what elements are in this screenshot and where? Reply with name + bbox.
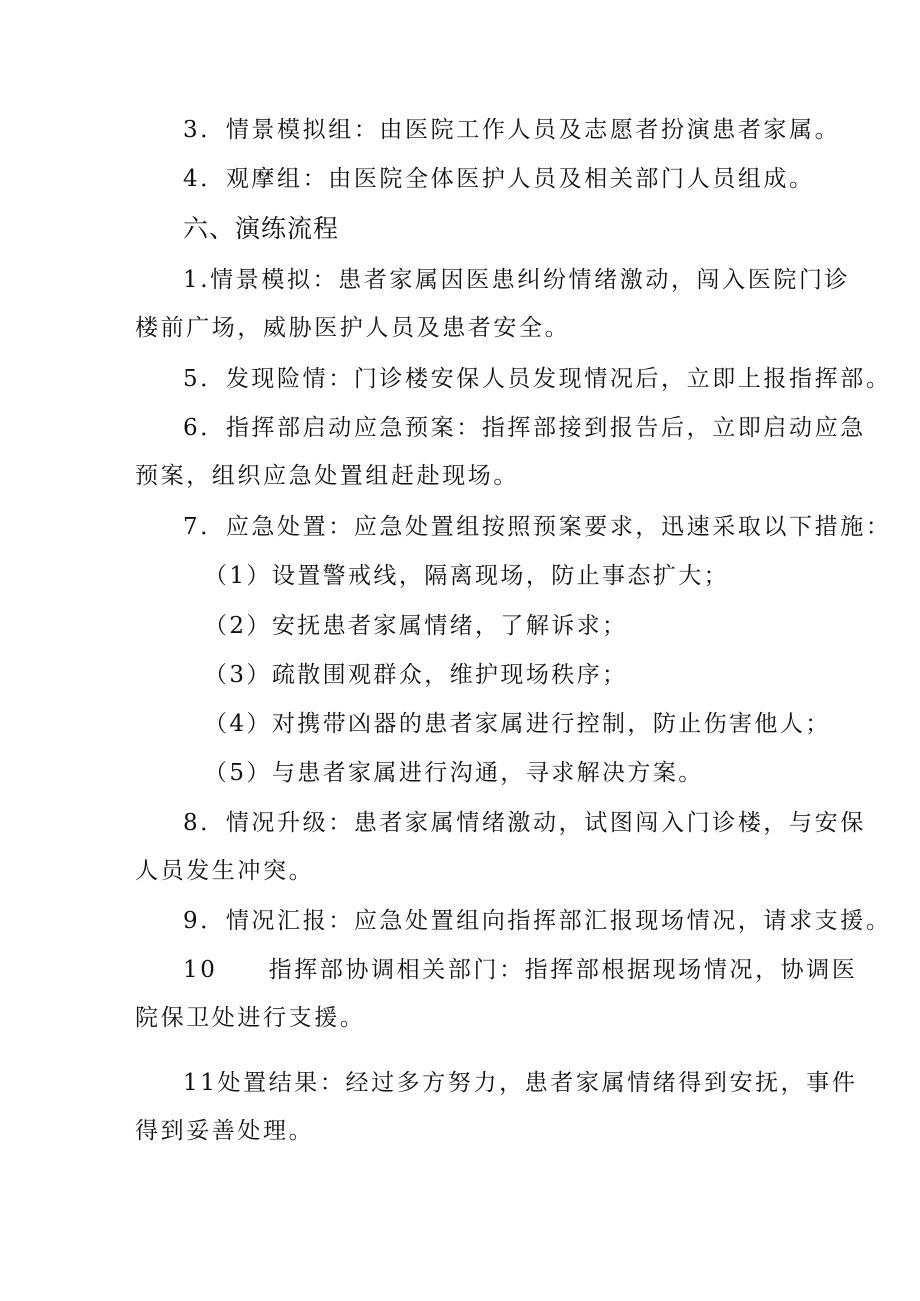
step-8-line-2: 人员发生冲突。 <box>135 858 315 884</box>
step-8-line-1: 8．情况升级：患者家属情绪激动，试图闯入门诊楼，与安保 <box>183 810 866 836</box>
measure-5: （5）与患者家属进行沟通，寻求解决方案。 <box>204 760 704 786</box>
step-1-line-2: 楼前广场，威胁医护人员及患者安全。 <box>135 315 571 341</box>
item-3-scenario-group: 3．情景模拟组：由医院工作人员及志愿者扮演患者家属。 <box>183 117 841 143</box>
step-11-line-2: 得到妥善处理。 <box>135 1118 315 1144</box>
step-6-line-2: 预案，组织应急处置组赶赴现场。 <box>135 463 519 489</box>
step-11-line-1: 11处置结果：经过多方努力，患者家属情绪得到安抚，事件 <box>183 1070 858 1096</box>
step-5-discover-danger: 5．发现险情：门诊楼安保人员发现情况后，立即上报指挥部。 <box>183 366 892 392</box>
step-10-line-2: 院保卫处进行支援。 <box>135 1005 366 1031</box>
measure-4: （4）对携带凶器的患者家属进行控制，防止伤害他人； <box>204 711 831 737</box>
step-1-line-1: 1.情景模拟：患者家属因医患纠纷情绪激动，闯入医院门诊 <box>183 267 851 293</box>
step-9-report: 9．情况汇报：应急处置组向指挥部汇报现场情况，请求支援。 <box>183 908 892 934</box>
measure-3: （3）疏散围观群众，维护现场秩序； <box>204 662 628 688</box>
step-7-emergency-response: 7．应急处置：应急处置组按照预案要求，迅速采取以下措施： <box>183 514 892 540</box>
step-10-line-1: 10 指挥部协调相关部门：指挥部根据现场情况，协调医 <box>183 957 858 983</box>
measure-1: （1）设置警戒线，隔离现场，防止事态扩大； <box>204 563 730 589</box>
measure-2: （2）安抚患者家属情绪，了解诉求； <box>204 613 628 639</box>
item-4-observer-group: 4．观摩组：由医院全体医护人员及相关部门人员组成。 <box>183 166 815 192</box>
step-6-line-1: 6．指挥部启动应急预案：指挥部接到报告后，立即启动应急 <box>183 415 866 441</box>
section-heading-drill-process: 六、演练流程 <box>183 214 340 243</box>
